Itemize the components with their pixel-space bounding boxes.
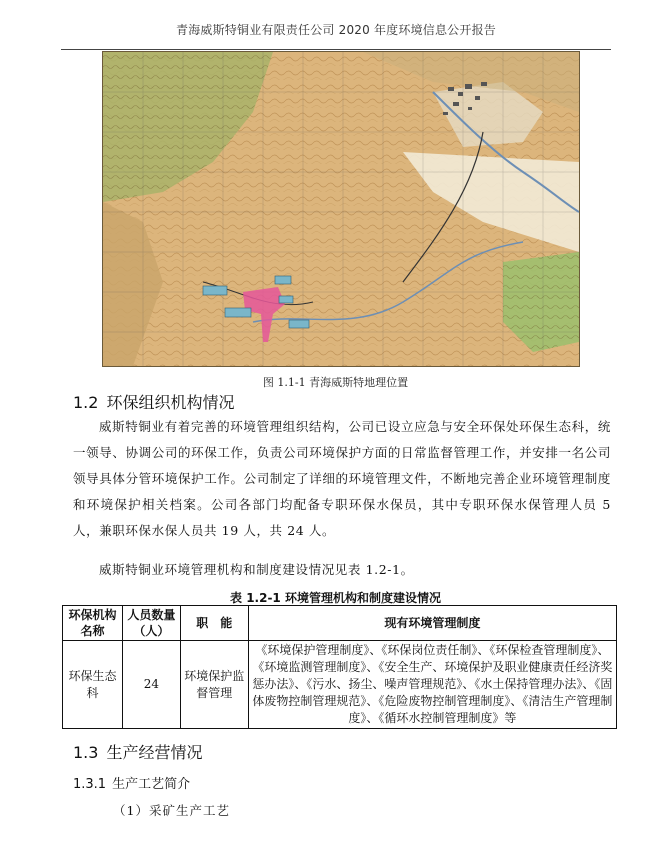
location-map-image <box>102 51 580 367</box>
table-cell: 24 <box>122 641 180 729</box>
paragraph-table-ref: 威斯特铜业环境管理机构和制度建设情况见表 1.2-1。 <box>99 562 414 577</box>
column-header: 现有环境管理制度 <box>248 606 616 641</box>
section-number: 1.3 <box>73 743 99 762</box>
column-header: 职 能 <box>180 606 248 641</box>
table-row <box>63 641 617 729</box>
section-1-3-1-heading <box>73 773 190 792</box>
column-header: 人员数量（人） <box>122 606 180 641</box>
table-cell: 环保生态科 <box>63 641 123 729</box>
section-title: 生产经营情况 <box>106 743 203 762</box>
header-rule <box>61 49 611 50</box>
column-header: 环保机构名称 <box>63 606 123 641</box>
table-header-row <box>63 606 617 641</box>
section-1-3-heading <box>73 740 202 763</box>
table-title: 表 1.2-1 环境管理机构和制度建设情况 <box>230 591 441 605</box>
section-title: 环保组织机构情况 <box>106 393 235 412</box>
list-item-mining-process: （1）采矿生产工艺 <box>113 803 230 818</box>
map-caption: 图 1.1-1 青海威斯特地理位置 <box>262 376 409 389</box>
section-1-2-heading <box>73 390 234 413</box>
page-header: 青海威斯特铜业有限责任公司 2020 年度环境信息公开报告 <box>176 23 496 37</box>
subsection-title: 生产工艺简介 <box>112 777 191 792</box>
paragraph-org-structure: 威斯特铜业有着完善的环境管理组织结构，公司已设立应急与安全环保处环保生态科，统一领导、协调公司的环保工作，负责公司环境保护方面的日常监督管理工作，并安排一名公司领导具体分管环境保护工作。公司制定了详细的环境管理文件，不断地完善企业环境管理制度和环境保护相关档案。公司各部门均配备专职环保水保员，其中专职环保水保管理人员 5 人，兼职环保水保人员共 19 人，共 24 人。 <box>73 419 611 538</box>
subsection-number: 1.3.1 <box>73 777 107 792</box>
table-cell: 《环境保护管理制度》、《环保岗位责任制》、《环保检查管理制度》、《环境监测管理制度》、《安全生产、环境保护及职业健康责任经济奖惩办法》、《污水、扬尘、噪声管理规范》、《水土保持管理办法》、《固体废物控制管理规范》、《危险废物控制管理制度》、《清洁生产管理制度》、《循环水控制管理制度》等 <box>248 641 616 729</box>
table-cell: 环境保护监督管理 <box>180 641 248 729</box>
section-number: 1.2 <box>73 393 99 412</box>
management-table <box>62 605 617 729</box>
